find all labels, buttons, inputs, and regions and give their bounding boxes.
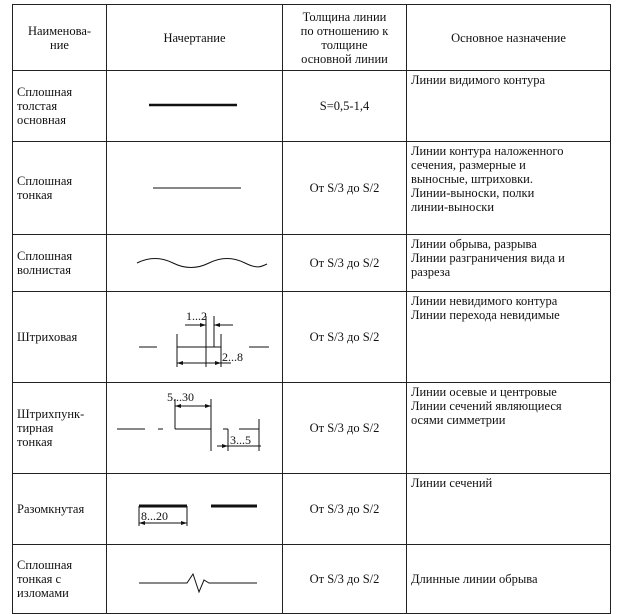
row-drawing bbox=[107, 383, 283, 474]
row-drawing bbox=[107, 545, 283, 614]
row-thickness: От S/3 до S/2 bbox=[283, 142, 407, 235]
row-name: Сплошная толстая основная bbox=[13, 71, 107, 142]
table-row bbox=[13, 71, 611, 142]
header-purpose: Основное назначение bbox=[407, 5, 611, 71]
row-drawing bbox=[107, 142, 283, 235]
row-name: Разомкнутая bbox=[13, 474, 107, 545]
row-drawing bbox=[107, 71, 283, 142]
row-thickness: S=0,5-1,4 bbox=[283, 71, 407, 142]
row-purpose: Длинные линии обрыва bbox=[407, 545, 611, 614]
dash-dot-line-sample bbox=[111, 385, 287, 471]
row-purpose: Линии видимого контура bbox=[407, 71, 611, 142]
row-thickness: От S/3 до S/2 bbox=[283, 545, 407, 614]
header-drawing: Начертание bbox=[107, 5, 283, 71]
table-row bbox=[13, 474, 611, 545]
row-purpose: Линии невидимого контура Линии перехода невидимые bbox=[407, 292, 611, 383]
row-name: Сплошная волнистая bbox=[13, 235, 107, 292]
row-name: Сплошная тонкая bbox=[13, 142, 107, 235]
dashed-line-sample bbox=[111, 294, 287, 380]
table-row bbox=[13, 545, 611, 614]
row-thickness: От S/3 до S/2 bbox=[283, 383, 407, 474]
row-drawing bbox=[107, 292, 283, 383]
row-name: Штрихпунк- тирная тонкая bbox=[13, 383, 107, 474]
dash-gap-dimension: 1...2 bbox=[186, 309, 207, 323]
row-thickness: От S/3 до S/2 bbox=[283, 235, 407, 292]
dash-length-dimension: 5...30 bbox=[167, 390, 194, 404]
gap-dimension: 3...5 bbox=[230, 433, 251, 447]
line-types-table bbox=[12, 4, 611, 614]
row-thickness: От S/3 до S/2 bbox=[283, 292, 407, 383]
header-name: Наименова- ние bbox=[13, 5, 107, 71]
table-row bbox=[13, 292, 611, 383]
zigzag-line-sample bbox=[111, 547, 287, 611]
table-row bbox=[13, 235, 611, 292]
row-drawing bbox=[107, 235, 283, 292]
row-thickness: От S/3 до S/2 bbox=[283, 474, 407, 545]
row-purpose: Линии осевые и центровые Линии сечений являющиеся осями симметрии bbox=[407, 383, 611, 474]
header-row bbox=[13, 5, 611, 71]
table-row bbox=[13, 142, 611, 235]
open-line-sample bbox=[111, 476, 287, 542]
row-drawing bbox=[107, 474, 283, 545]
row-purpose: Линии сечений bbox=[407, 474, 611, 545]
solid-thin-line-sample bbox=[111, 144, 287, 232]
header-thickness: Толщина линии по отношению к толщине основной линии bbox=[283, 5, 407, 71]
row-purpose: Линии обрыва, разрыва Линии разграничения вида и разреза bbox=[407, 235, 611, 292]
row-purpose: Линии контура наложенного сечения, размерные и выносные, штриховки. Линии-выноски, полки линии-выноски bbox=[407, 142, 611, 235]
row-name: Сплошная тонкая с изломами bbox=[13, 545, 107, 614]
dash-length-dimension: 2...8 bbox=[222, 350, 243, 364]
stroke-length-dimension: 8...20 bbox=[141, 509, 168, 523]
solid-thick-line-sample bbox=[111, 73, 287, 139]
table-row bbox=[13, 383, 611, 474]
wavy-line-sample bbox=[111, 237, 287, 289]
row-name: Штриховая bbox=[13, 292, 107, 383]
